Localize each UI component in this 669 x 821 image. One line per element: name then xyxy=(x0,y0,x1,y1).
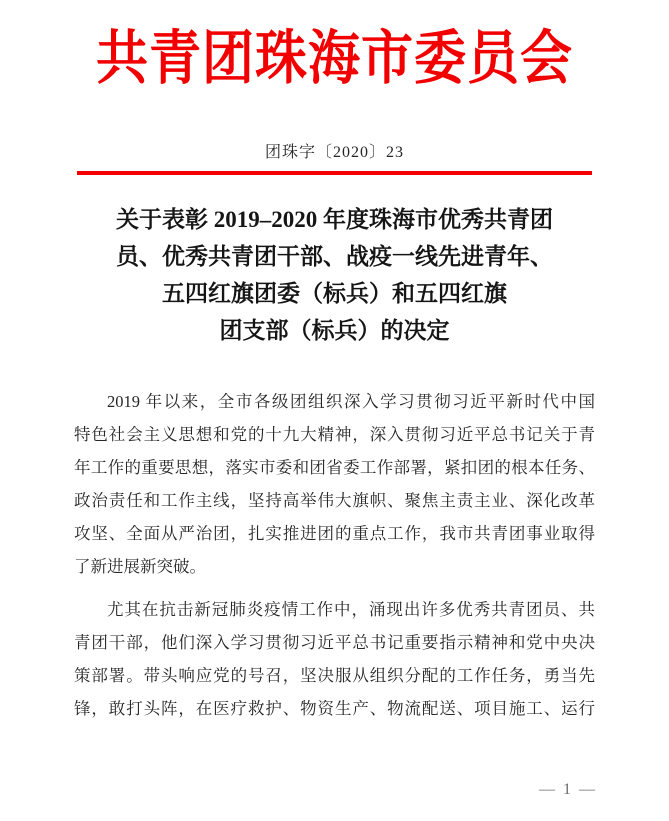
doc-number: 团珠字〔2020〕23 xyxy=(264,144,404,161)
body-line: 了新进展新突破。 xyxy=(74,557,206,576)
body-line: 尤其在抗击新冠肺炎疫情工作中，涌现出许多优秀共青团员、共 xyxy=(107,600,595,619)
body-line: 锋，敢打头阵，在医疗救护、物资生产、物流配送、项目施工、运行 xyxy=(74,699,595,718)
body-line: 策部署。带头响应党的号召，坚决服从组织分配的工作任务，勇当先 xyxy=(74,666,595,685)
page-number: — 1 — xyxy=(539,781,597,798)
title-line: 关于表彰 2019–2020 年度珠海市优秀共青团 xyxy=(116,207,553,232)
letterhead-org-title: 共青团珠海市委员会 xyxy=(95,27,573,92)
body-line: 政治责任和工作主线，坚持高举伟大旗帜、聚焦主责主业、深化改革 xyxy=(74,491,595,510)
body-line: 年工作的重要思想，落实市委和团省委工作部署，紧扣团的根本任务、 xyxy=(74,458,595,477)
body-line: 青团干部，他们深入学习贯彻习近平总书记重要指示精神和党中央决 xyxy=(74,633,595,652)
paragraph-2 xyxy=(74,593,595,725)
title-line: 团支部（标兵）的决定 xyxy=(219,318,450,343)
paragraph-1 xyxy=(74,385,595,583)
red-divider-line xyxy=(77,171,592,175)
title-line: 员、优秀共青团干部、战疫一线先进青年、 xyxy=(116,244,553,269)
body-line: 特色社会主义思想和党的十九大精神，深入贯彻习近平总书记关于青 xyxy=(74,425,595,444)
document-title xyxy=(40,201,629,349)
body-line: 2019 年以来，全市各级团组织深入学习贯彻习近平新时代中国 xyxy=(107,392,595,411)
body-line: 攻坚、全面从严治团，扎实推进团的重点工作，我市共青团事业取得 xyxy=(74,524,595,543)
document-body xyxy=(74,385,595,725)
title-line: 五四红旗团委（标兵）和五四红旗 xyxy=(162,281,507,306)
